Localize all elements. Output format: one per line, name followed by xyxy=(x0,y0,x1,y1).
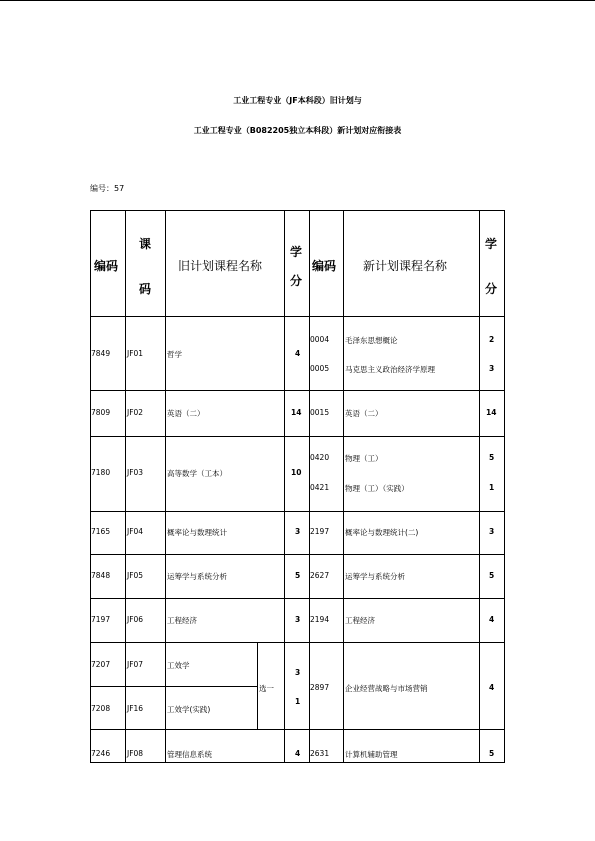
document-number: 编号：57 xyxy=(90,184,125,193)
row-code: 7809 xyxy=(91,408,111,417)
row-old-course-name: 英语（二） xyxy=(167,409,205,418)
row-credit: 3 xyxy=(295,527,301,536)
header-new-course-name: 新计划课程名称 xyxy=(363,259,448,273)
header-course-code-bottom: 码 xyxy=(139,282,152,296)
table-col-divider xyxy=(125,210,126,763)
row-old-course-name: 哲学 xyxy=(167,350,182,359)
row-old-course-name: 运筹学与系统分析 xyxy=(167,572,227,581)
row-course-code: JF05 xyxy=(127,571,144,580)
page-title-line-1: 工业工程专业（JF本科段）旧计划与 xyxy=(233,96,362,105)
row-old-course-name: 工程经济 xyxy=(167,616,197,625)
table-row-divider xyxy=(90,642,505,643)
row-new-code: 0420 xyxy=(310,453,330,462)
row-course-code: JF06 xyxy=(127,615,144,624)
table-border-left xyxy=(90,210,91,763)
row-new-course-name: 概率论与数理统计(二) xyxy=(345,528,419,537)
table-border-top xyxy=(90,210,505,211)
header-new-credit-top: 学 xyxy=(485,237,498,251)
table-col-divider xyxy=(479,210,480,763)
table-row-divider xyxy=(90,598,505,599)
row-new-course-name: 马克思主义政治经济学原理 xyxy=(345,365,435,374)
row-new-code: 0005 xyxy=(310,364,330,373)
header-course-code-top: 课 xyxy=(139,237,152,251)
table-col-divider xyxy=(165,210,166,763)
row-code: 7848 xyxy=(91,571,111,580)
row-new-course-name: 企业经营战略与市场营销 xyxy=(345,684,428,693)
row-new-code: 2897 xyxy=(310,683,330,692)
table-col-divider xyxy=(284,210,285,763)
choose-one-note: 选一 xyxy=(259,684,274,693)
row-course-code: JF07 xyxy=(127,660,144,669)
page-top-rule xyxy=(0,0,595,1)
row-code: 7207 xyxy=(91,660,111,669)
row-new-course-name: 运筹学与系统分析 xyxy=(345,572,405,581)
row-new-code: 2194 xyxy=(310,615,330,624)
page-title-line-2: 工业工程专业（B082205独立本科段）新计划对应衔接表 xyxy=(193,126,402,135)
row-credit: 10 xyxy=(291,468,302,477)
row-new-course-name: 工程经济 xyxy=(345,616,375,625)
row-old-course-name: 概率论与数理统计 xyxy=(167,528,227,537)
row-new-code: 0421 xyxy=(310,483,330,492)
row-new-course-name: 物理（工） xyxy=(345,454,383,463)
header-new-code: 编码 xyxy=(312,259,337,273)
table-border-bottom xyxy=(90,762,505,763)
header-code: 编码 xyxy=(94,259,119,273)
row-new-course-name: 毛泽东思想概论 xyxy=(345,336,398,345)
row-new-credit: 2 xyxy=(489,335,495,344)
row-credit: 3 xyxy=(295,615,301,624)
table-border-right xyxy=(504,210,505,763)
row-new-code: 0004 xyxy=(310,335,330,344)
row-credit: 1 xyxy=(295,697,301,706)
row-new-credit: 1 xyxy=(489,483,495,492)
table-row-divider xyxy=(90,686,258,687)
header-new-credit-bottom: 分 xyxy=(485,282,498,296)
row-new-credit: 5 xyxy=(489,749,495,758)
row-code: 7197 xyxy=(91,615,111,624)
row-new-credit: 3 xyxy=(489,527,495,536)
row-course-code: JF03 xyxy=(127,468,144,477)
row-code: 7180 xyxy=(91,468,111,477)
table-row-divider xyxy=(90,316,505,317)
row-new-credit: 3 xyxy=(489,364,495,373)
row-credit: 4 xyxy=(295,749,301,758)
row-course-code: JF04 xyxy=(127,527,144,536)
row-old-course-name: 工效学 xyxy=(167,661,190,670)
row-credit: 3 xyxy=(295,668,301,677)
row-new-code: 0015 xyxy=(310,408,330,417)
row-new-code: 2627 xyxy=(310,571,330,580)
row-credit: 4 xyxy=(295,349,301,358)
table-col-divider xyxy=(343,210,344,763)
row-course-code: JF08 xyxy=(127,749,144,758)
row-course-code: JF16 xyxy=(127,704,144,713)
row-new-credit: 5 xyxy=(489,571,495,580)
table-row-divider xyxy=(90,554,505,555)
row-new-credit: 4 xyxy=(489,683,495,692)
header-old-course-name: 旧计划课程名称 xyxy=(178,259,263,273)
row-code: 7246 xyxy=(91,749,111,758)
row-new-code: 2197 xyxy=(310,527,330,536)
row-code: 7208 xyxy=(91,704,111,713)
table-row-divider xyxy=(90,729,505,730)
row-old-course-name: 高等数学（工本） xyxy=(167,469,227,478)
row-new-credit: 5 xyxy=(489,453,495,462)
header-credit-bottom: 分 xyxy=(290,274,303,288)
row-new-code: 2631 xyxy=(310,749,330,758)
row-old-course-name: 工效学(实践) xyxy=(167,705,211,714)
row-new-credit: 14 xyxy=(486,408,497,417)
row-course-code: JF01 xyxy=(127,349,144,358)
table-row-divider xyxy=(90,511,505,512)
table-row-divider xyxy=(90,436,505,437)
mapping-table xyxy=(90,210,505,763)
row-new-course-name: 英语（二） xyxy=(345,409,383,418)
row-credit: 14 xyxy=(291,408,302,417)
row-new-course-name: 物理（工）（实践） xyxy=(345,484,409,493)
row-new-course-name: 计算机辅助管理 xyxy=(345,750,398,759)
row-new-credit: 4 xyxy=(489,615,495,624)
row-code: 7849 xyxy=(91,349,111,358)
row-course-code: JF02 xyxy=(127,408,144,417)
table-row-divider xyxy=(90,390,505,391)
row-old-course-name: 管理信息系统 xyxy=(167,750,212,759)
row-code: 7165 xyxy=(91,527,111,536)
row-credit: 5 xyxy=(295,571,301,580)
header-credit-top: 学 xyxy=(290,245,303,259)
